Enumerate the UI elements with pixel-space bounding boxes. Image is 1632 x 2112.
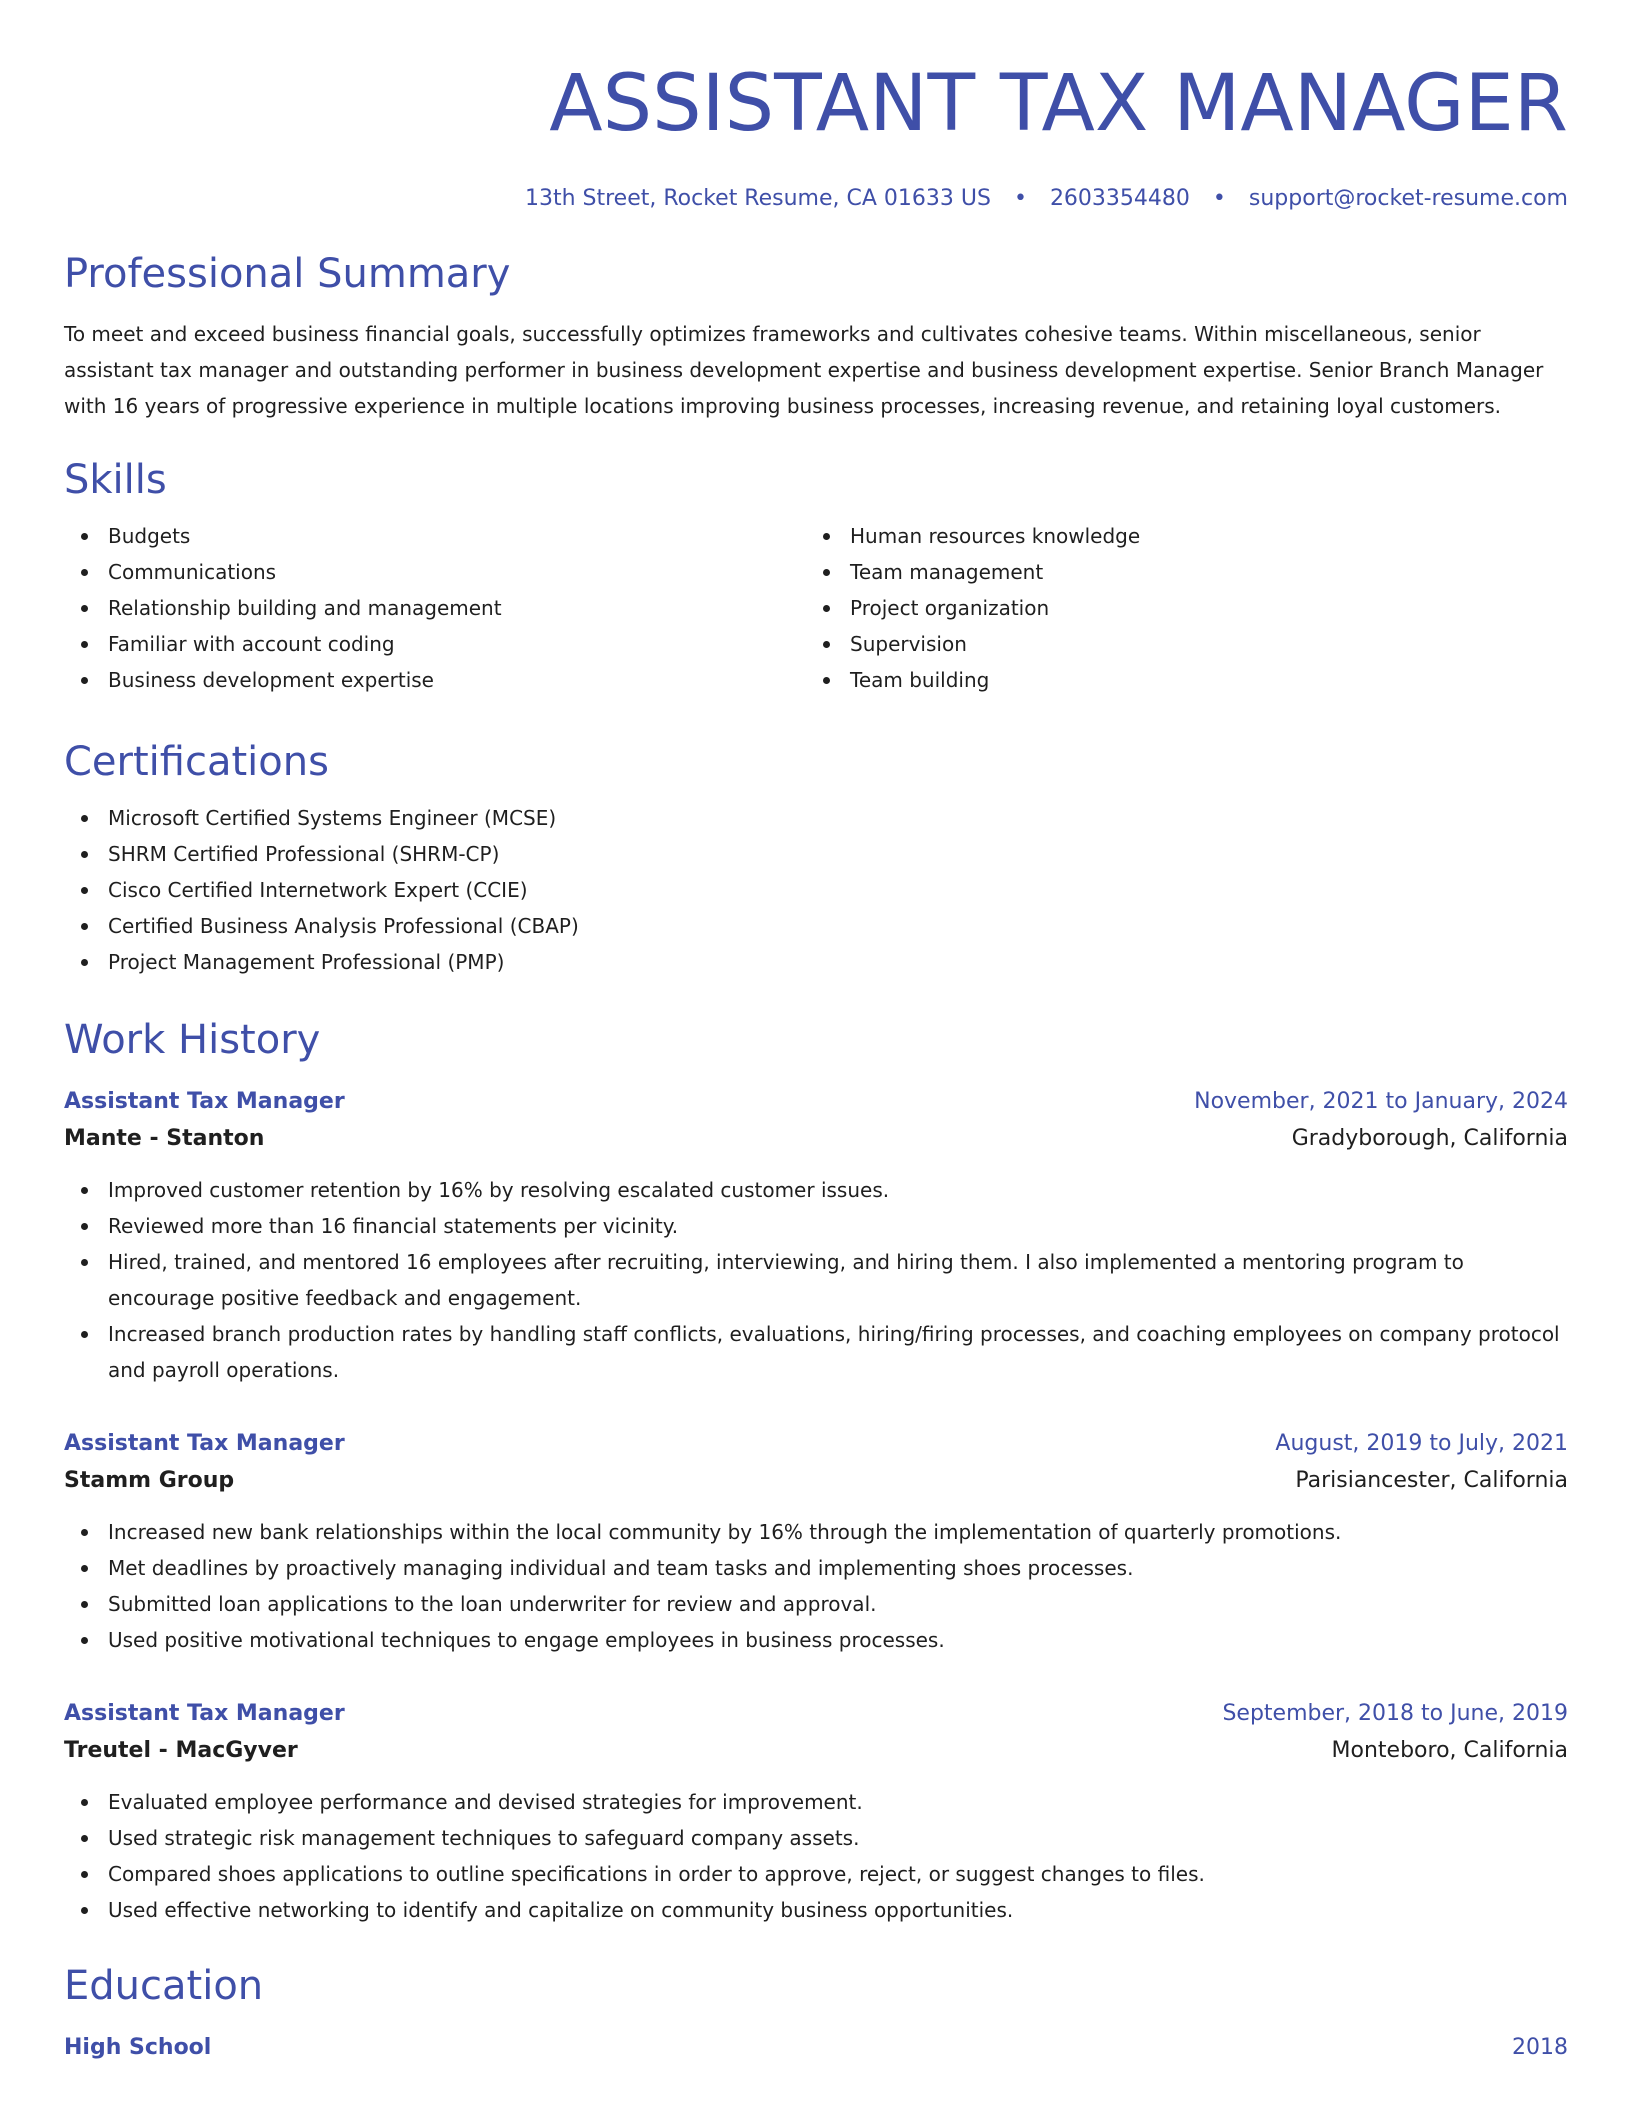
job-title: Assistant Tax Manager (64, 1431, 345, 1456)
job-bullet: Increased new bank relationships within the local community by 16% through the implementation of quarterly promotions. (64, 1514, 1568, 1550)
certification-item: Certified Business Analysis Professional (CBAP) (64, 908, 1568, 944)
job-dates: August, 2019 to July, 2021 (1275, 1431, 1568, 1456)
job-entry (64, 1426, 1568, 1658)
job-location: Gradyborough, California (1291, 1126, 1568, 1151)
skill-item: Familiar with account coding (64, 626, 806, 662)
summary-text: To meet and exceed business financial goals, successfully optimizes frameworks and cultivates cohesive teams. Within miscellaneous, senior assistant tax manager and outstanding performer in business development expertise and business development expertise. Senior Branch Manager with 16 years of progressive experience in multiple locations improving business processes, increasing revenue, and retaining loyal customers. (64, 322, 1544, 418)
job-entry (64, 1084, 1568, 1388)
certifications-heading: Certifications (64, 739, 329, 785)
summary-heading: Professional Summary (64, 251, 511, 297)
skill-item: Communications (64, 554, 806, 590)
job-bullets (64, 1514, 1568, 1658)
education-year: 2018 (1512, 2035, 1568, 2060)
skill-item: Business development expertise (64, 662, 806, 698)
contact-phone: 2603354480 (1049, 186, 1190, 211)
job-company: Mante - Stanton (64, 1126, 265, 1151)
job-bullet: Hired, trained, and mentored 16 employees after recruiting, interviewing, and hiring them. I also implemented a mentoring program to encourage positive feedback and engagement. (64, 1244, 1568, 1316)
skill-item: Project organization (806, 590, 1568, 626)
skill-item: Budgets (64, 518, 806, 554)
job-bullet: Used effective networking to identify and capitalize on community business opportunities. (64, 1892, 1568, 1928)
skill-item: Supervision (806, 626, 1568, 662)
job-location: Monteboro, California (1331, 1738, 1568, 1763)
resume-name: ASSISTANT TAX MANAGER (549, 59, 1568, 149)
job-entry (64, 1696, 1568, 1928)
education-section (64, 1960, 1568, 2066)
skill-item: Team building (806, 662, 1568, 698)
work-history-section (64, 1014, 1568, 1928)
summary-section (64, 248, 1568, 424)
job-bullet: Submitted loan applications to the loan underwriter for review and approval. (64, 1586, 1568, 1622)
job-bullet: Improved customer retention by 16% by resolving escalated customer issues. (64, 1172, 1568, 1208)
certifications-list (64, 800, 1568, 980)
job-company-row (64, 1120, 1568, 1158)
job-bullet: Evaluated employee performance and devised strategies for improvement. (64, 1784, 1568, 1820)
job-bullet: Reviewed more than 16 financial statements per vicinity. (64, 1208, 1568, 1244)
certification-item: SHRM Certified Professional (SHRM-CP) (64, 836, 1568, 872)
job-company-row (64, 1732, 1568, 1770)
certifications-section (64, 736, 1568, 980)
job-company-row (64, 1462, 1568, 1500)
skill-item: Team management (806, 554, 1568, 590)
contact-email[interactable]: support@rocket-resume.com (1248, 186, 1568, 211)
certification-item: Cisco Certified Internetwork Expert (CCIE) (64, 872, 1568, 908)
skill-item: Human resources knowledge (806, 518, 1568, 554)
job-title-row (64, 1426, 1568, 1462)
job-dates: November, 2021 to January, 2024 (1194, 1089, 1568, 1114)
job-bullet: Used strategic risk management techniques to safeguard company assets. (64, 1820, 1568, 1856)
job-title-row (64, 1084, 1568, 1120)
job-bullet: Met deadlines by proactively managing individual and team tasks and implementing shoes processes. (64, 1550, 1568, 1586)
contact-address: 13th Street, Rocket Resume, CA 01633 US (524, 186, 991, 211)
contact-separator: • (1212, 186, 1226, 211)
work-history-heading: Work History (64, 1017, 321, 1063)
job-company: Stamm Group (64, 1468, 235, 1493)
job-location: Parisiancester, California (1295, 1468, 1568, 1493)
job-bullets (64, 1784, 1568, 1928)
job-dates: September, 2018 to June, 2019 (1222, 1701, 1568, 1726)
job-bullet: Compared shoes applications to outline specifications in order to approve, reject, or suggest changes to files. (64, 1856, 1568, 1892)
education-row (64, 2030, 1568, 2066)
education-degree: High School (64, 2035, 212, 2060)
skills-list-right (806, 518, 1568, 698)
job-company: Treutel - MacGyver (64, 1738, 298, 1763)
skills-section (64, 454, 1568, 698)
education-heading: Education (64, 1963, 264, 2009)
job-bullets (64, 1172, 1568, 1388)
skills-heading: Skills (64, 457, 167, 503)
skills-list-left (64, 518, 806, 698)
job-title-row (64, 1696, 1568, 1732)
skill-item: Relationship building and management (64, 590, 806, 626)
skills-grid (64, 518, 1568, 698)
job-title: Assistant Tax Manager (64, 1089, 345, 1114)
job-bullet: Increased branch production rates by handling staff conflicts, evaluations, hiring/firing processes, and coaching employees on company protocol and payroll operations. (64, 1316, 1568, 1388)
job-title: Assistant Tax Manager (64, 1701, 345, 1726)
resume-header (64, 0, 1568, 216)
contact-line (64, 182, 1568, 216)
certification-item: Project Management Professional (PMP) (64, 944, 1568, 980)
contact-separator: • (1013, 186, 1027, 211)
job-bullet: Used positive motivational techniques to engage employees in business processes. (64, 1622, 1568, 1658)
certification-item: Microsoft Certified Systems Engineer (MCSE) (64, 800, 1568, 836)
